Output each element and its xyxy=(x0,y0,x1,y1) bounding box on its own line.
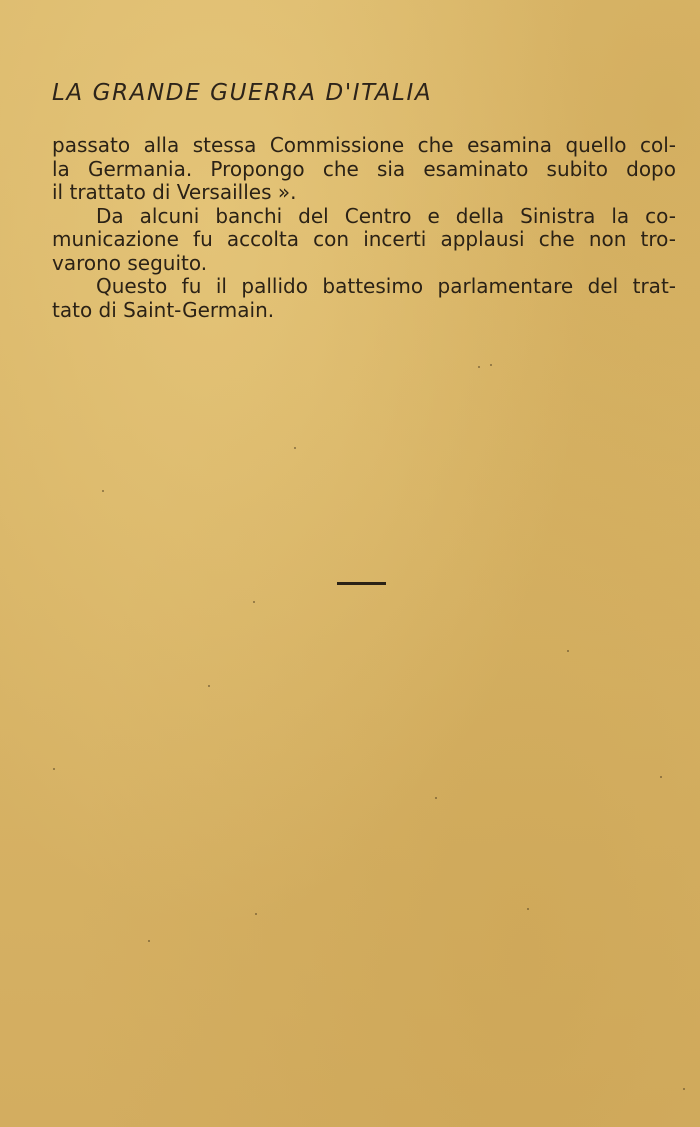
paragraph xyxy=(52,275,676,322)
paper-speck xyxy=(435,797,437,799)
text-line: il trattato di Versailles ». xyxy=(52,180,297,204)
paper-speck xyxy=(53,768,55,770)
body-text xyxy=(52,134,676,322)
running-head: LA GRANDE GUERRA D'ITALIA xyxy=(52,80,433,106)
section-end-rule xyxy=(337,582,386,585)
text-line: Questo fu il pallido battesimo parlamentare del trat- xyxy=(96,274,676,298)
paper-speck xyxy=(660,776,662,778)
text-line: la Germania. Propongo che sia esaminato subito dopo xyxy=(52,156,676,181)
paper-speck xyxy=(148,940,150,942)
text-line: Da alcuni banchi del Centro e della Sinistra la co- xyxy=(96,203,676,228)
paper-speck xyxy=(478,366,480,368)
paper-speck xyxy=(253,601,255,603)
paper-speck xyxy=(567,650,569,652)
paper-speck xyxy=(255,913,257,915)
paper-speck xyxy=(683,1088,685,1090)
text-line: varono seguito. xyxy=(52,250,208,275)
paper-speck xyxy=(102,490,104,492)
paragraph xyxy=(52,134,676,205)
paper-speck xyxy=(527,908,529,910)
text-line: passato alla stessa Commissione che esamina quello col- xyxy=(52,133,676,157)
paper-speck xyxy=(208,685,210,687)
paper-speck xyxy=(294,447,296,449)
text-line: municazione fu accolta con incerti applausi che non tro- xyxy=(52,227,676,251)
text-line: tato di Saint-Germain. xyxy=(52,297,275,322)
paper-speck xyxy=(490,364,492,366)
paragraph xyxy=(52,205,676,276)
